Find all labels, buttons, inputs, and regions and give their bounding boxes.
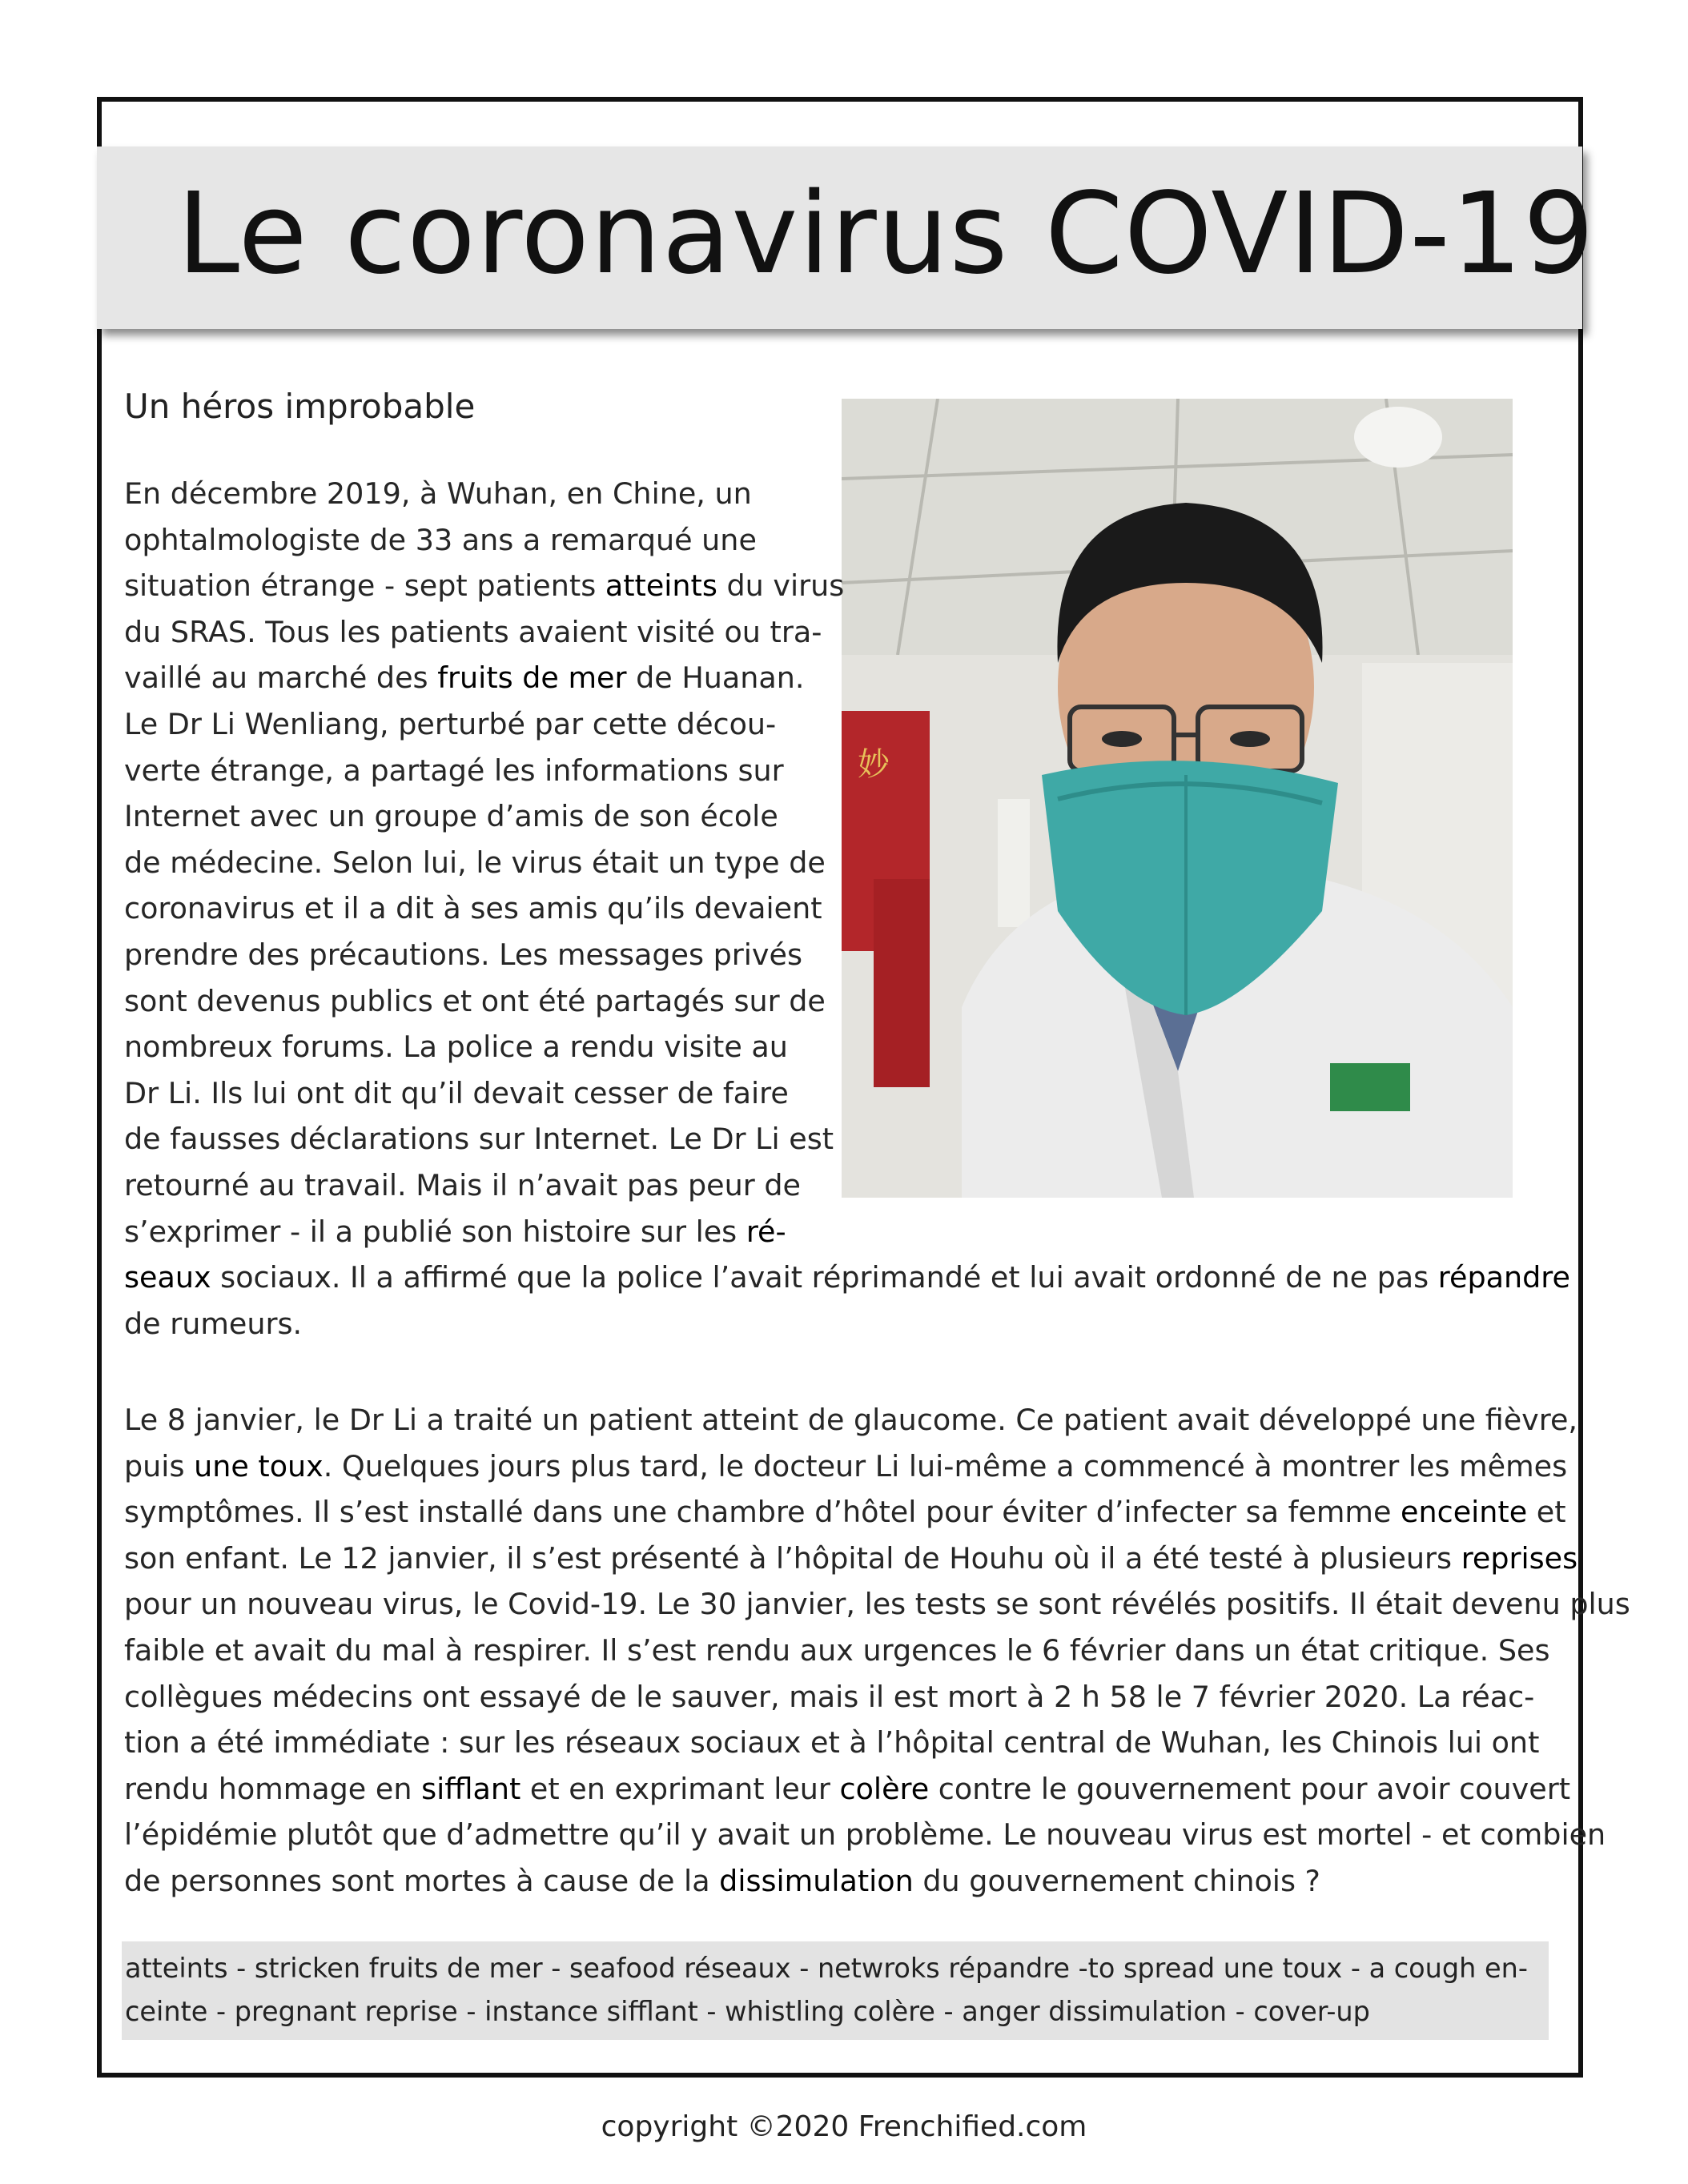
- text-segment: son enfant. Le 12 janvier, il s’est présenté à l’hôpital de Houhu où il a été testé à plusieurs: [124, 1540, 1461, 1576]
- article-subtitle: Un héros improbable: [124, 387, 476, 426]
- text-line: [124, 1443, 1568, 1490]
- text-segment: . Quelques jours plus tard, le docteur Li lui-même a commencé à montrer les mêmes: [323, 1448, 1568, 1483]
- text-line: Le Dr Li Wenliang, perturbé par cette décou-: [124, 706, 777, 741]
- vocabulary-glossary: [122, 1941, 1549, 2040]
- vocab-word: colère: [839, 1771, 930, 1806]
- vocab-word: atteints: [605, 568, 717, 604]
- text-line: [124, 563, 1549, 609]
- text-line: ophtalmologiste de 33 ans a remarqué une: [124, 522, 757, 557]
- text-segment: du virus: [717, 568, 845, 604]
- text-line: prendre des précautions. Les messages privés: [124, 937, 802, 972]
- text-line: En décembre 2019, à Wuhan, en Chine, un: [124, 476, 752, 511]
- glossary-line: ceinte - pregnant reprise - instance sifflant - whistling colère - anger dissimulation - cover-up: [125, 1996, 1370, 2027]
- text-line: Internet avec un groupe d’amis de son école: [124, 799, 778, 834]
- text-line: de rumeurs.: [124, 1306, 303, 1341]
- text-segment: symptômes. Il s’est installé dans une chambre d’hôtel pour éviter d’infecter sa femme: [124, 1495, 1401, 1530]
- text-line: [124, 655, 1549, 701]
- vocab-word: seaux: [124, 1260, 211, 1295]
- text-line: faible et avait du mal à respirer. Il s’est rendu aux urgences le 6 février dans un état critique. Ses: [124, 1632, 1550, 1668]
- text-segment: de personnes sont mortes à cause de la: [124, 1863, 720, 1898]
- text-segment: et: [1527, 1495, 1566, 1530]
- text-line: Dr Li. Ils lui ont dit qu’il devait cesser de faire: [124, 1075, 789, 1110]
- text-segment: puis: [124, 1448, 195, 1483]
- text-segment: rendu hommage en: [124, 1771, 422, 1806]
- text-line: de médecine. Selon lui, le virus était un type de: [124, 845, 826, 880]
- text-line: pour un nouveau virus, le Covid-19. Le 30 janvier, les tests se sont révélés positifs. Il était devenu plus: [124, 1587, 1630, 1622]
- text-line: sont devenus publics et ont été partagés sur de: [124, 983, 826, 1018]
- text-line: Le 8 janvier, le Dr Li a traité un patient atteint de glaucome. Ce patient avait développé une fièvre,: [124, 1403, 1578, 1437]
- text-line: retourné au travail. Mais il n’avait pas peur de: [124, 1167, 802, 1202]
- page-title: Le coronavirus COVID-19: [177, 169, 1595, 299]
- text-line: l’épidémie plutôt que d’admettre qu’il y avait un problème. Le nouveau virus est mortel - et combien: [124, 1817, 1606, 1853]
- vocab-word: dissimulation: [719, 1863, 914, 1898]
- text-segment: de Huanan.: [626, 660, 805, 696]
- paragraph-1: [124, 471, 1570, 1347]
- copyright-footer: copyright ©2020 Frenchified.com: [601, 2110, 1087, 2143]
- title-banner: [97, 147, 1595, 329]
- text-segment: contre le gouvernement pour avoir couvert: [929, 1771, 1571, 1806]
- paragraph-2: [124, 1397, 1630, 1905]
- text-segment: vaillé au marché des: [124, 660, 438, 696]
- vocab-word: une toux: [194, 1448, 324, 1483]
- text-line: du SRAS. Tous les patients avaient visité ou tra-: [124, 614, 822, 649]
- text-segment: situation étrange - sept patients: [124, 568, 605, 604]
- text-line: [124, 1489, 1566, 1536]
- vocab-word: sifflant: [421, 1771, 521, 1806]
- text-line: [124, 1766, 1571, 1813]
- text-line: collègues médecins ont essayé de le sauver, mais il est mort à 2 h 58 le 7 février 2020. La réac-: [124, 1679, 1535, 1714]
- text-line: de fausses déclarations sur Internet. Le Dr Li est: [124, 1122, 834, 1157]
- text-line: tion a été immédiate : sur les réseaux sociaux et à l’hôpital central de Wuhan, les Chinois lui ont: [124, 1725, 1540, 1760]
- text-line: [124, 1858, 1549, 1905]
- vocab-word: répandre: [1437, 1260, 1570, 1295]
- glossary-line: atteints - stricken fruits de mer - seafood réseaux - netwroks répandre -to spread une toux - a cough en-: [125, 1953, 1528, 1984]
- text-segment: s’exprimer - il a publié son histoire sur les: [124, 1214, 746, 1249]
- text-line: nombreux forums. La police a rendu visite au: [124, 1030, 788, 1065]
- text-segment: sociaux. Il a affirmé que la police l’avait réprimandé et lui avait ordonné de ne pas: [211, 1260, 1438, 1295]
- text-line: verte étrange, a partagé les informations sur: [124, 753, 784, 788]
- text-line: [124, 1536, 1578, 1582]
- text-line: [124, 1255, 1570, 1301]
- vocab-word: fruits de mer: [437, 660, 627, 696]
- vocab-word: reprises: [1461, 1540, 1578, 1576]
- text-line: [124, 1209, 1549, 1255]
- svg-text:妙: 妙: [858, 746, 890, 783]
- vocab-word: enceinte: [1401, 1495, 1528, 1530]
- text-line: coronavirus et il a dit à ses amis qu’ils devaient: [124, 891, 822, 926]
- vocab-word: ré-: [746, 1214, 786, 1249]
- text-segment: et en exprimant leur: [520, 1771, 840, 1806]
- text-segment: du gouvernement chinois ?: [913, 1863, 1320, 1898]
